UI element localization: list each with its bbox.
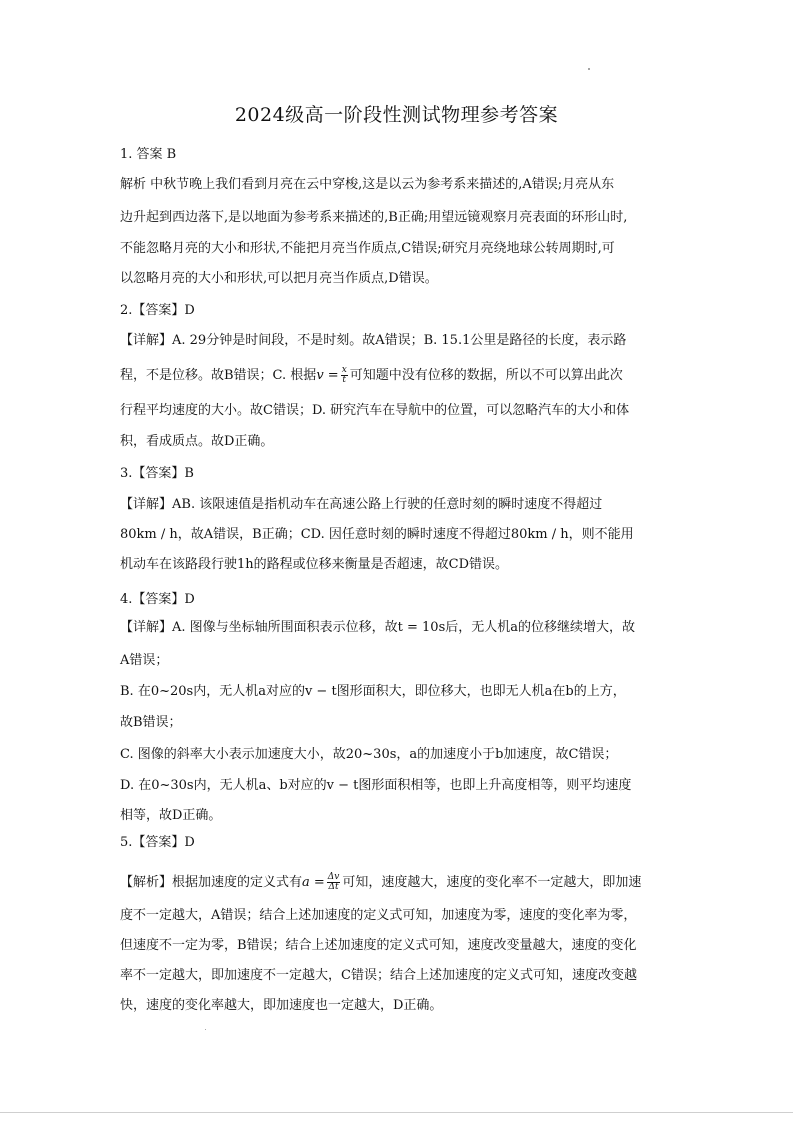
q4-detail-line: 相等，故D正确。	[120, 808, 222, 823]
q4-detail-line: D. 在0~30s内，无人机a、b对应的v − t图形面积相等，也即上升高度相等，则平均速度	[120, 778, 632, 793]
q2-text: 可知题中没有位移的数据，所以不可以算出此次	[349, 368, 623, 383]
q5-answer: 5.【答案】D	[120, 835, 195, 850]
q2-text: 程，不是位移。故B错误；C. 根据	[120, 368, 317, 383]
fraction-numerator: x	[341, 365, 347, 375]
footer-rule	[0, 1112, 793, 1113]
q5-detail-line	[120, 873, 680, 892]
q4-answer: 4.【答案】D	[120, 592, 195, 607]
speck-top	[588, 68, 590, 70]
q2-detail-line: 积，看成质点。故D正确。	[120, 434, 274, 449]
q3-answer: 3.【答案】B	[120, 466, 194, 481]
q4-detail-line: B. 在0~20s内，无人机a对应的v − t图形面积大，即位移大，也即无人机a在b的上方，	[120, 684, 626, 699]
q2-detail-line: 行程平均速度的大小。故C错误；D. 研究汽车在导航中的位置，可以忽略汽车的大小和体	[120, 403, 630, 418]
q5-text: 可知，速度越大，速度的变化率不一定越大，即加速	[342, 875, 642, 890]
q1-explanation-line: 解析 中秋节晚上我们看到月亮在云中穿梭,这是以云为参考系来描述的,A错误;月亮从东	[120, 177, 615, 192]
q1-explanation-line: 边升起到西边落下,是以地面为参考系来描述的,B正确;用望远镜观察月亮表面的环形山时,	[120, 210, 628, 225]
q5-detail-line: 度不一定越大，A错误；结合上述加速度的定义式可知，加速度为零，速度的变化率为零，	[120, 908, 637, 923]
q2-detail-line	[120, 366, 680, 385]
q4-detail-line: 故B错误；	[120, 715, 182, 730]
q4-detail-line: C. 图像的斜率大小表示加速度大小，故20~30s，a的加速度小于b加速度，故C错误；	[120, 747, 618, 762]
q4-detail-line: 【详解】A. 图像与坐标轴所围面积表示位移，故t = 10s后，无人机a的位移继续增大，故	[120, 620, 635, 635]
q3-detail-line: 【详解】AB. 该限速值是指机动车在高速公路上行驶的任意时刻的瞬时速度不得超过	[120, 497, 603, 512]
q3-detail-line: 机动车在该路段行驶1h的路程或位移来衡量是否超速，故CD错误。	[120, 557, 509, 572]
q2-detail-line: 【详解】A. 29分钟是时间段，不是时刻。故A错误；B. 15.1公里是路径的长度，表示路	[120, 333, 627, 348]
q1-explanation-line: 不能忽略月亮的大小和形状,不能把月亮当作质点,C错误;研究月亮绕地球公转周期时,可	[120, 241, 615, 256]
q5-detail-line: 但速度不一定为零，B错误；结合上述加速度的定义式可知，速度改变量越大，速度的变化	[120, 938, 637, 953]
fraction-denominator: t	[342, 375, 347, 385]
q4-detail-line: A错误；	[120, 653, 169, 668]
speck-bottom	[205, 1029, 206, 1030]
q1-answer: 1. 答案 B	[120, 147, 177, 162]
q5-detail-line: 率不一定越大，即加速度不一定越大，C错误；结合上述加速度的定义式可知，速度改变越	[120, 968, 637, 983]
page-title: 2024级高一阶段性测试物理参考答案	[234, 104, 559, 126]
velocity-formula-fraction	[341, 366, 348, 385]
q5-text: 【解析】根据加速度的定义式有	[120, 875, 303, 890]
fraction-denominator: Δt	[328, 882, 339, 892]
q1-explanation-line: 以忽略月亮的大小和形状,可以把月亮当作质点,D错误。	[120, 271, 438, 286]
acceleration-formula-lhs: a =	[302, 875, 325, 890]
q2-answer: 2.【答案】D	[120, 303, 195, 318]
q3-detail-line: 80km / h，故A错误，B正确；CD. 因任意时刻的瞬时速度不得超过80km / h，则不能用	[120, 527, 634, 542]
acceleration-formula-fraction	[327, 873, 341, 892]
q5-detail-line: 快，速度的变化率越大，即加速度也一定越大，D正确。	[120, 998, 443, 1013]
velocity-formula-lhs: v =	[316, 368, 339, 383]
fraction-numerator: Δv	[327, 872, 340, 882]
